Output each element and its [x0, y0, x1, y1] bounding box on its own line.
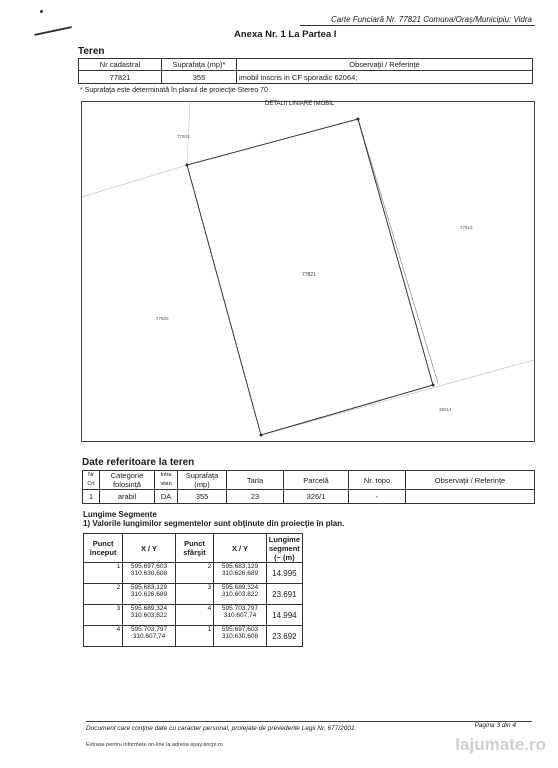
- personal-data-notice: Document care conţine date cu caracter personal, protejate de prevederile Legii Nr. 677/2001.: [86, 725, 357, 732]
- end-point: 1: [175, 626, 214, 647]
- col-nr-crt: Nr Crt: [83, 471, 100, 490]
- parcel-plan: [81, 101, 535, 442]
- end-point: 4: [175, 605, 214, 626]
- start-coords: [123, 584, 175, 605]
- teren-heading: Teren: [78, 46, 105, 57]
- footer-rule: [86, 721, 532, 722]
- col-observatii: Observaţii / Referinţe: [237, 59, 533, 71]
- vertex-3: [432, 384, 435, 387]
- epay-notice: Extrase pentru informare on-line la adresa epay.ancpi.ro: [86, 742, 223, 748]
- start-x: 595.683,129: [130, 584, 168, 591]
- segment-length: 23.691: [266, 584, 302, 605]
- end-x: 595.697,603: [221, 626, 259, 633]
- cell-intravilan: DA: [155, 490, 178, 504]
- segment-length: 23.692: [266, 626, 302, 647]
- table-row: [84, 605, 303, 626]
- col-suprafata-mp: Suprafaţa (mp): [178, 471, 227, 490]
- segments-table: [83, 533, 303, 647]
- segments-heading: Lungime Segmente: [83, 510, 157, 519]
- vertex-1: [186, 164, 189, 167]
- vertex-4: [260, 434, 263, 437]
- end-coords: [214, 605, 267, 626]
- end-x: 595.683,129: [221, 563, 259, 570]
- cell-suprafata-mp: 355: [178, 490, 227, 504]
- carte-header: Carte Funciară Nr. 77821 Comuna/Oraş/Municipiu: Vidra: [331, 15, 532, 24]
- neighbor-label-east: 77613: [460, 225, 473, 230]
- col-categorie: Categorie folosinţă: [100, 471, 155, 490]
- end-y: 310.603,822: [221, 591, 259, 598]
- cell-tarla: 23: [227, 490, 284, 504]
- cell-categorie: arabil: [100, 490, 155, 504]
- start-coords: [123, 563, 175, 584]
- col-punct-sfarsit: Punct sfârşit: [175, 534, 214, 563]
- start-point: 4: [84, 626, 123, 647]
- col-lungime: Lungime segment (~ (m): [266, 534, 302, 563]
- start-y: 310.607,74: [132, 633, 166, 640]
- start-coords: [123, 605, 175, 626]
- plan-drawing: [82, 102, 534, 441]
- neighbor-label-north: 77303: [177, 134, 190, 139]
- start-point: 3: [84, 605, 123, 626]
- neighbor-label-west: 77820: [156, 316, 169, 321]
- col-punct-inceput: Punct început: [84, 534, 123, 563]
- col-nr-cadastral: Nr cadastral: [79, 59, 162, 71]
- end-coords: [214, 626, 267, 647]
- date-ref-heading: Date referitoare la teren: [82, 457, 195, 468]
- segment-length: 14.995: [266, 563, 302, 584]
- table-row: [84, 563, 303, 584]
- plan-title: DETALII LINIARE IMOBIL: [265, 101, 335, 107]
- start-x: 595.697,603: [130, 563, 168, 570]
- cell-parcela: 326/1: [284, 490, 349, 504]
- projection-note: * Suprafaţa este determinată în planul de proiecţie Stereo 70.: [80, 87, 270, 94]
- watermark: lajumate.ro: [455, 735, 546, 754]
- col-nr-topo: Nr. topo: [349, 471, 406, 490]
- start-y: 310.626,689: [130, 591, 168, 598]
- cell-nr-crt: 1: [83, 490, 100, 504]
- start-point: 1: [84, 563, 123, 584]
- col-observatii-ref: Observaţii / Referinţe: [406, 471, 535, 490]
- end-y: 310.607,74: [223, 612, 257, 619]
- start-coords: [123, 626, 175, 647]
- start-x: 595.689,324: [130, 605, 168, 612]
- ink-dot: [40, 10, 43, 13]
- anexa-title: Anexa Nr. 1 La Partea I: [234, 29, 337, 40]
- cell-nr-cadastral: 77821: [79, 71, 162, 84]
- start-y: 310.630,608: [130, 570, 168, 577]
- date-ref-table: [82, 470, 535, 504]
- end-y: 310.630,608: [221, 633, 259, 640]
- col-parcela: Parcelă: [284, 471, 349, 490]
- neighbor-boundary-west: [82, 165, 187, 197]
- neighbor-label-south: 38014: [439, 407, 452, 412]
- teren-table: [78, 58, 533, 84]
- end-x: 595.703,797: [221, 605, 259, 612]
- col-xy-start: X / Y: [123, 534, 175, 563]
- end-point: 2: [175, 563, 214, 584]
- page-number: Pagina 3 din 4: [474, 722, 516, 729]
- cell-observatii-ref: [406, 490, 535, 504]
- end-coords: [214, 563, 267, 584]
- col-suprafata: Suprafaţa (mp)*: [162, 59, 237, 71]
- col-tarla: Tarla: [227, 471, 284, 490]
- end-point: 3: [175, 584, 214, 605]
- col-xy-end: X / Y: [214, 534, 267, 563]
- pen-stroke: [34, 26, 72, 36]
- segments-subtitle: 1) Valorile lungimilor segmentelor sunt obţinute din proiecţie în plan.: [83, 519, 345, 528]
- header-rule: [300, 25, 535, 26]
- end-x: 595.689,324: [221, 584, 259, 591]
- start-y: 310.603,822: [130, 612, 168, 619]
- neighbor-boundary-south: [261, 360, 534, 435]
- parcel-label: 77821: [302, 272, 316, 278]
- table-row: [84, 626, 303, 647]
- col-intravilan: Intra vilan: [155, 471, 178, 490]
- end-coords: [214, 584, 267, 605]
- segment-length: 14.994: [266, 605, 302, 626]
- vertex-2: [357, 118, 360, 121]
- cell-observatii: imobil inscris in CF sporadic 62064;: [237, 71, 533, 84]
- end-y: 310.626,689: [221, 570, 259, 577]
- neighbor-boundary-east: [358, 119, 438, 383]
- table-row: [84, 584, 303, 605]
- cell-suprafata: 355: [162, 71, 237, 84]
- start-x: 595.703,797: [130, 626, 168, 633]
- cell-nr-topo: -: [349, 490, 406, 504]
- start-point: 2: [84, 584, 123, 605]
